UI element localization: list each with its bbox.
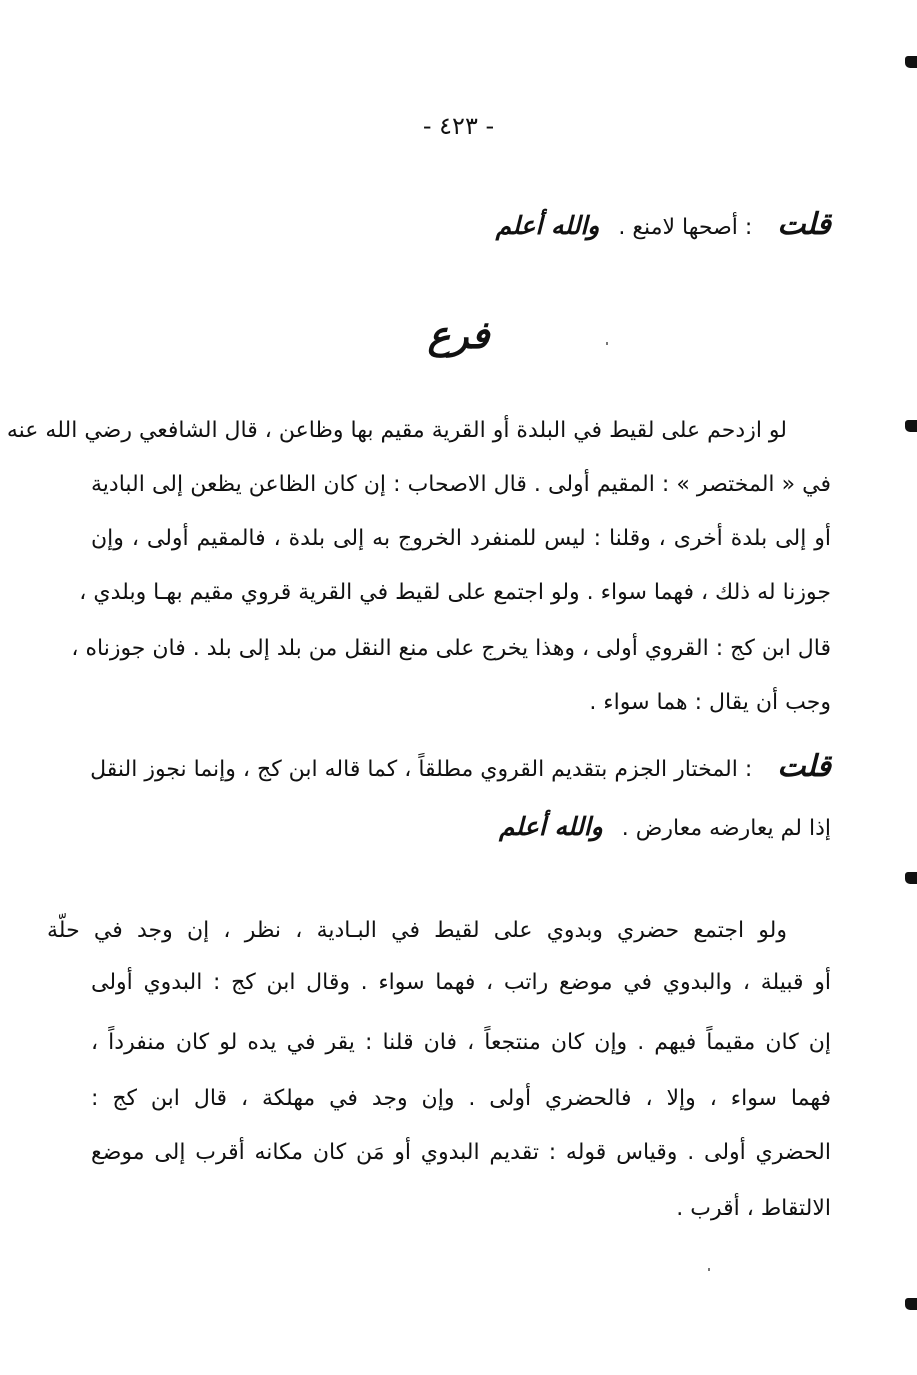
qult-label: قلت (777, 749, 831, 784)
header-remark (91, 207, 831, 243)
scan-edge-mark (905, 56, 917, 68)
qult-label: قلت (777, 207, 831, 242)
scan-edge-mark (905, 420, 917, 432)
page-number: - ٤٢٣ - (422, 112, 495, 140)
paragraph-line: وجب أن يقال : هما سواء . (589, 690, 831, 715)
paragraph-line: الحضري أولى . وقياس قوله : تقديم البدوي أو مَن كان مكانه أقرب إلى موضع (91, 1140, 831, 1165)
scan-edge-mark (905, 872, 917, 884)
header-remark-text: : أصحها لامنع . (618, 215, 753, 240)
scan-edge-mark (905, 1298, 917, 1310)
qult-paragraph-line (90, 749, 831, 785)
paragraph-line: لو ازدحم على لقيط في البلدة أو القرية مقيم بها وظاعن ، قال الشافعي رضي الله عنه (6, 418, 787, 443)
paragraph-line: الالتقاط ، أقرب . (676, 1196, 831, 1221)
paragraph-line: إن كان مقيماً فيهم . وإن كان منتجعاً ، فان قلنا : يقر في يده لو كان منفرداً ، (91, 1030, 831, 1055)
qult-paragraph-line (91, 812, 831, 844)
paragraph-line: فهما سواء ، وإلا ، فالحضري أولى . وإن وجد في مهلكة ، قال ابن كج : (91, 1086, 831, 1111)
paragraph-line: أو إلى بلدة أخرى ، وقلنا : ليس للمنفرد الخروج به إلى بلدة ، فالمقيم أولى ، وإن (91, 526, 831, 551)
paragraph-line: ولو اجتمع حضري وبدوي على لقيط في البـادية ، نظر ، إن وجد في حلّة (47, 918, 787, 943)
qult-paragraph-text: : المختار الجزم بتقديم القروي مطلقاً ، كما قاله ابن كج ، وإنما نجوز النقل (90, 757, 753, 782)
paragraph-line: جوزنا له ذلك ، فهما سواء . ولو اجتمع على لقيط في القرية قروي مقيم بهـا وبلدي ، (79, 580, 831, 605)
paragraph-line: في « المختصر » : المقيم أولى . قال الاصحاب : إن كان الظاعن يظعن إلى البادية (91, 472, 831, 497)
scan-speck (606, 342, 608, 345)
scan-speck (708, 1268, 710, 1271)
section-heading: فرع (427, 312, 490, 357)
closing-formula: والله أعلم (495, 211, 600, 240)
paragraph-line: قال ابن كج : القروي أولى ، وهذا يخرج على منع النقل من بلد إلى بلد . فان جوزناه ، (71, 636, 831, 661)
closing-formula: والله أعلم (499, 812, 603, 841)
qult-paragraph-text: إذا لم يعارضه معارض . (621, 816, 831, 841)
paragraph-line: أو قبيلة ، والبدوي في موضع راتب ، فهما سواء . وقال ابن كج : البدوي أولى (91, 970, 831, 995)
